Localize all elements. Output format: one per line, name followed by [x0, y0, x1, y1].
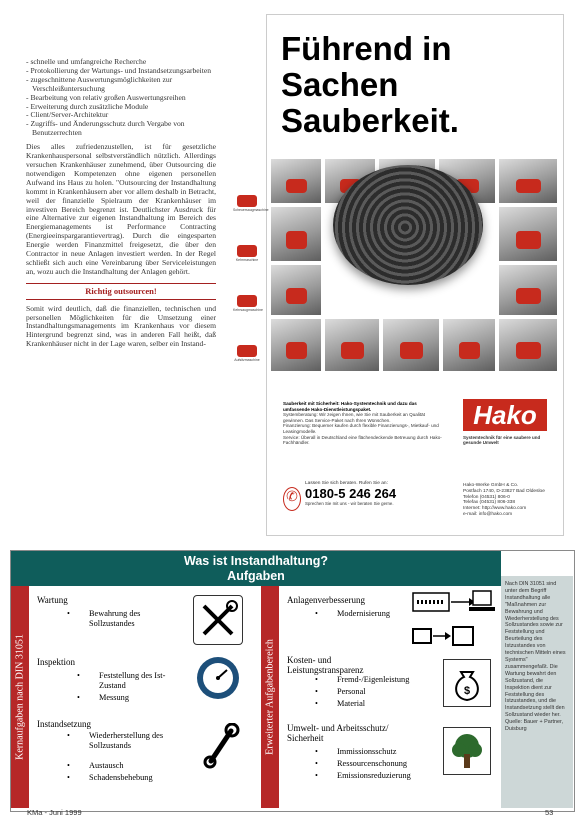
machine-photo — [499, 207, 557, 261]
brush-roll-image — [333, 165, 483, 285]
machine-photo — [271, 265, 321, 315]
maintenance-tools-icon — [193, 595, 243, 645]
bullet-item: - zugeschnittene Auswertungsmöglichkeiten zur Verschleißuntersuchung — [26, 76, 216, 94]
right-band — [261, 586, 279, 808]
section-subheading: Richtig outsourcen! — [26, 283, 216, 300]
gauge-icon — [195, 655, 241, 701]
ad-body-lead: Sauberkeit mit Sicherheit: Hako-Systemtechnik und dazu das umfassende Hako-Dienstleistungspaket. — [283, 401, 417, 412]
machine-icon — [237, 295, 257, 307]
item-umwelt: • Emissionsreduzierung — [337, 771, 432, 781]
item-wartung: • Bewahrung des Sollzustandes — [89, 609, 171, 629]
bullet-item: - Protokollierung der Wartungs- und Instandsetzungsarbeiten — [26, 67, 216, 76]
left-article-column — [26, 58, 216, 349]
left-band — [11, 586, 29, 808]
section-title-kosten: Kosten- und Leistungstransparenz — [287, 655, 364, 675]
section-title-anlagen: Anlagenverbesserung — [287, 595, 365, 605]
item-kosten: • Material — [337, 699, 427, 709]
svg-text:$: $ — [463, 685, 471, 697]
ad-body-paragraph: Systemberatung: Wir zeigen Ihnen, wie Sie mit Sauberkeit an Qualität gewinnen. Das Service-Paket nach Ihren Wünschen. — [283, 412, 425, 423]
company-address: Hako-Werke GmbH & Co. Postfach 1740, D-23827 Bad Oldesloe Telefon (04531) 806-0 Telefax (04531) 806-338 Internet: http://www.hako.com e-mail: info@hako.com — [463, 483, 545, 517]
footer-issue: KMa - Juni 1999 — [27, 808, 82, 817]
bullet-item: - Erweiterung durch zusätzliche Module — [26, 103, 216, 112]
ad-body-paragraph: Service: Überall in Deutschland eine flächendeckende Betreuung durch Hako-Fachhändler. — [283, 434, 442, 446]
machine-photo — [325, 319, 379, 371]
item-umwelt: • Immissionsschutz — [337, 747, 432, 757]
instandhaltung-diagram — [10, 550, 575, 812]
tree-icon — [443, 727, 491, 775]
machine-photo — [499, 319, 557, 371]
item-instandsetzung: • Schadensbehebung — [89, 773, 183, 783]
side-machine-item — [233, 195, 269, 212]
ad-body-paragraph: Finanzierung: Bequemer kaufen durch flexible Finanzierungs-, Mietkauf- und Leasingmodelle. — [283, 423, 439, 434]
item-inspektion: • Feststellung des Ist-Zustand — [99, 671, 179, 691]
hako-tagline: Systemtechnik für eine saubere und gesunde Umwelt — [463, 435, 541, 446]
item-kosten: • Fremd-/Eigenleistung — [337, 675, 427, 685]
item-instandsetzung: • Austausch — [89, 761, 183, 771]
side-machine-item — [233, 295, 261, 312]
hako-advertisement — [233, 14, 564, 536]
diagram-title — [11, 551, 501, 586]
section-title-umwelt: Umwelt- und Arbeitsschutz/ Sicherheit — [287, 723, 389, 743]
bullet-item: - schnelle und umfangreiche Recherche — [26, 58, 216, 67]
bullet-item: - Bearbeitung von relativ großen Auswertungsreihen — [26, 94, 216, 103]
machine-photo — [499, 159, 557, 203]
phone-number: 0180-5 246 264 — [305, 486, 397, 501]
phone-icon: ✆ — [283, 487, 301, 511]
item-anlagen: • Modernisierung — [337, 609, 417, 619]
item-umwelt: • Ressourcenschonung — [337, 759, 432, 769]
contact-note: Sprechen Sie mit uns - wir beraten Sie gerne. — [305, 501, 394, 506]
item-inspektion: • Messung — [99, 693, 179, 703]
side-machine-item — [233, 245, 261, 262]
bullet-item: - Client/Server-Architektur — [26, 111, 216, 120]
modernization-icon — [411, 589, 495, 657]
section-title-instandsetzung: Instandsetzung — [37, 719, 91, 729]
machine-icon — [237, 345, 257, 357]
diagram-title-line: Aufgaben — [227, 569, 285, 583]
machine-photo — [443, 319, 495, 371]
section-title-inspektion: Inspektion — [37, 657, 75, 667]
hako-logo: Hako — [463, 399, 547, 431]
feature-bullet-list — [26, 58, 216, 138]
machine-label: Aufsitzmaschine — [234, 358, 260, 362]
ad-body-text — [283, 401, 443, 446]
machine-photo — [499, 265, 557, 315]
left-band-label: Kernaufgaben nach DIN 31051 — [14, 634, 26, 760]
diagram-side-note: Nach DIN 31051 sind unter dem Begriff Instandhaltung alle "Maßnahmen zur Bewahrung und Wiederherstellung des Sollzustandes sowie zur Feststellung und Beurteilung des Istzustandes von technischen Mitteln eines Systems" zusammengefaßt. Die Wartung bewahrt den Sollzustand, die Inspektion dient zur Feststellung des Istzustandes, und die Instandsetzung stellt den Sollzustand wieder her. Quelle: Bauer + Partner, Duisburg — [501, 576, 573, 808]
ad-headline: Führend in Sachen Sauberkeit. — [281, 30, 459, 139]
machine-label: Scheuersaugmaschine — [233, 208, 269, 212]
body-paragraph: Dies alles zufriedenzustellen, ist für gesetzliche Krankenhauspersonal selbstverständlich nützlich. Allerdings versuchen Krankenhäuser zunehmend, über Outsourcing die notwendigen Kompetenzen ohne eigenen personellen Aufwand ins Haus zu holen. "Outsourcing der Instandhaltung kommt in Krankenhäusern aber vor allem deshalb in Betracht, weil der finanzielle Spielraum der Krankenhäuser im investiven Bereich begrenzt ist. Deutlichster Ausdruck für eine Alternative zur eigenen Instandhaltung im Bereich des Energiemanagements ist Performance Contracting (Energieeinspargarantievertrag). Durch die eingesparten Energie werden Finanzmittel freigesetzt, die über den Contractor in neue Anlagen investiert werden. In der Regel schließt sich auch eine Vereinbarung über Serviceleistungen an, wozu auch die Instandhaltung der Anlagen gehört. — [26, 142, 216, 276]
item-kosten: • Personal — [337, 687, 427, 697]
machine-photo — [271, 207, 321, 261]
machine-photo — [271, 159, 321, 203]
body-paragraph: Somit wird deutlich, daß die finanziellen, technischen und personellen Möglichkeiten für die Umsetzung einer Instandhaltungsmanagements im Krankenhaus vor diesem Hintergrund begrenzt sind, was in anderen Fall heißt, daß Krankenhäuser nicht in der Lage waren, selber ein Instand- — [26, 303, 216, 349]
right-band-label: Erweiterter Aufgabenbereich — [264, 639, 276, 755]
section-title-wartung: Wartung — [37, 595, 68, 605]
machine-icon — [237, 245, 257, 257]
machine-icon — [237, 195, 257, 207]
item-instandsetzung: • Wiederherstellung des Sollzustands — [89, 731, 183, 751]
bullet-item: - Zugriffs- und Änderungsschutz durch Vergabe von Benutzerrechten — [26, 120, 216, 138]
diagram-title-line: Was ist Instandhaltung? — [184, 554, 328, 568]
side-machine-item — [233, 345, 261, 362]
machine-label: Kehrsaugmaschine — [233, 308, 263, 312]
money-bag-icon — [443, 659, 491, 707]
machine-photo — [383, 319, 439, 371]
machine-label: Kehrmaschine — [235, 258, 259, 262]
page-number: 53 — [545, 808, 554, 817]
contact-label: Lassen Sie sich beraten. Rufen Sie an: — [305, 481, 388, 486]
machine-photo — [271, 319, 321, 371]
wrench-icon — [201, 723, 241, 769]
